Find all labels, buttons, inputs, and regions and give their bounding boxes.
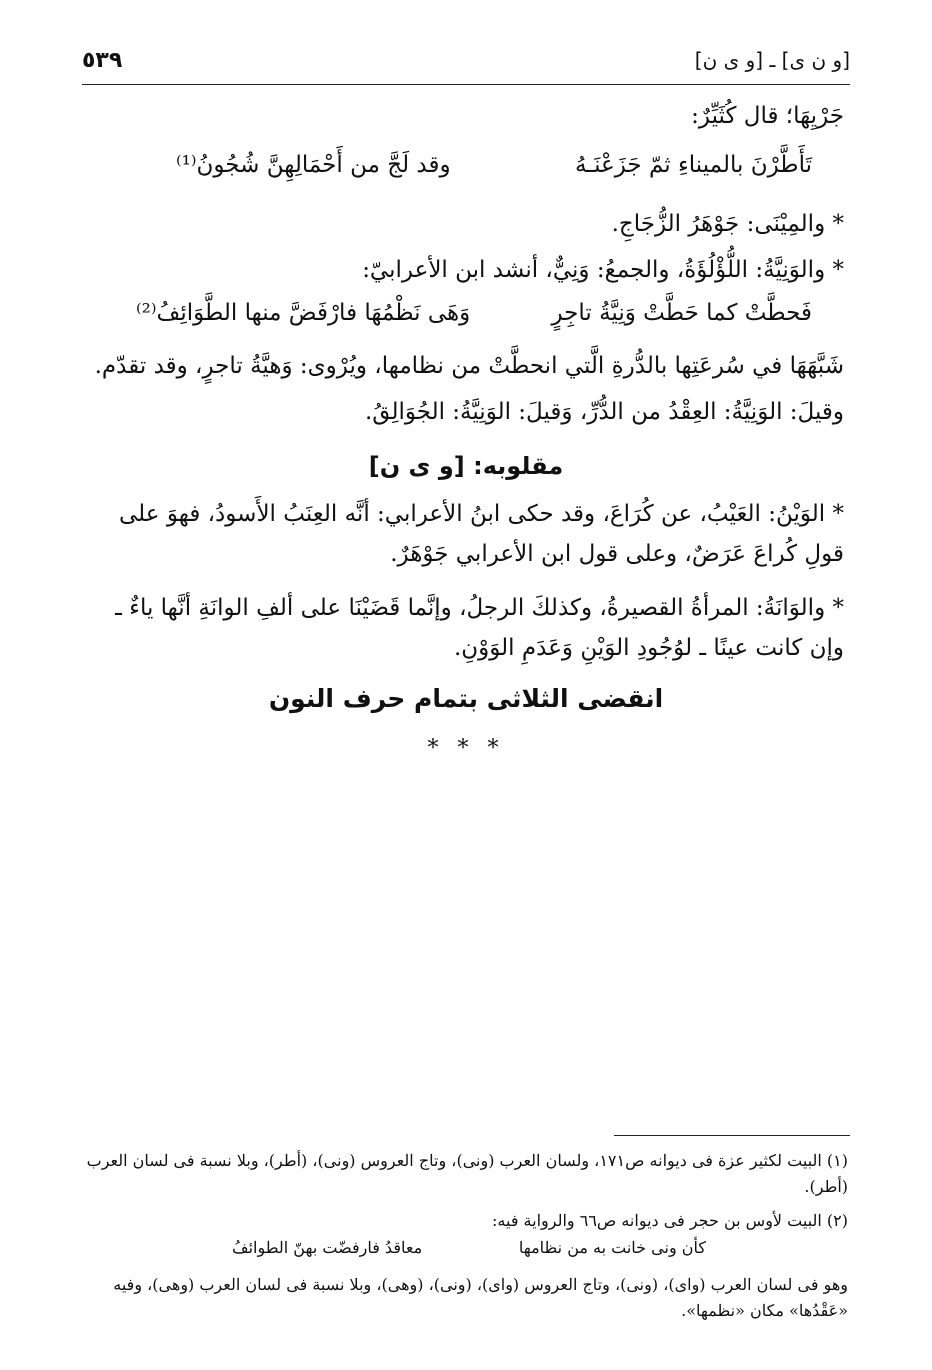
entry-wayn: * الوَيْنُ: العَيْبُ، عن كُرَاعَ، وقد حكى ابنُ الأعرابي: أنَّه العِنَبُ الأَسودُ، فهوَ على قولِ كُراعَ عَرَضٌ، وعلى قول ابن الأعرابي جَوْهَرٌ. (119, 501, 844, 568)
page-number: ٥٣٩ (82, 48, 123, 73)
closing-heading: انقضى الثلاثى بتمام حرف النون (268, 684, 664, 713)
section-end-stars: * * * (427, 736, 505, 761)
page-header (82, 48, 850, 74)
footnote-2: (٢) البيت لأوس بن حجر فى ديوانه ص٦٦ والرواية فيه: (492, 1211, 848, 1230)
entry-waniyya: * والوَنِيَّةُ: اللُّؤْلُؤَةُ، والجمعُ: وَنِيٌّ، أنشد ابن الأعرابيّ: (362, 257, 844, 283)
footnote-1: (١) البيت لكثير عزة فى ديوانه ص١٧١، ولسان العرب (ونى)، وتاج العروس (ونى)، (أطر)، وبلا نسبة فى لسان العرب (أطر). (86, 1151, 848, 1196)
paragraph-shabbaha: شَبَّهَهَا في سُرعَتِها بالدُّرةِ الَّتي انحطَّتْ من نظامها، ويُرْوى: وَهيَّةُ تاجرٍ، وقد تقدّم. (94, 353, 844, 379)
footnote-2-verse-left: معاقدُ فارفضّت بهنّ الطوائفُ (232, 1238, 423, 1257)
footnote-2-verse-right: كأن ونى خانت به من نظامها (518, 1238, 706, 1257)
body-line-1: جَرْيِهَا؛ قال كُثَيِّرٌ: (691, 103, 844, 129)
section-heading: مقلوبه: [و ى ن] (368, 452, 564, 480)
verse-2-left-hemistich: وَهَى نَظْمُهَا فارْفَضَّ منها الطَّوَائِفُ⁽²⁾ (136, 300, 471, 326)
verse-1-left-hemistich: وقد لَجَّ من أَحْمَالِهِنَّ شُجُونُ⁽¹⁾ (176, 152, 451, 178)
header-rule (82, 84, 850, 85)
footnote-rule (614, 1135, 850, 1136)
verse-2-right-hemistich: فَحطَّتْ كما حَطَّتْ وَنِيَّةُ تاجِرٍ (551, 300, 812, 326)
entry-mina: * والمِيْنَى: جَوْهَرُ الزُّجَاجِ. (611, 211, 844, 237)
paragraph-qila: وقيلَ: الوَنِيَّةُ: العِقْدُ من الدُّرِّ، وَقيلَ: الوَنِيَّةُ: الجُوَالِقُ. (364, 399, 844, 425)
verse-1-right-hemistich: تَأَطَّرْنَ بالميناءِ ثمّ جَزَعْنَـهُ (575, 152, 812, 178)
running-head: [و ن ى] ـ [و ى ن] (694, 48, 850, 72)
entry-waana: * والوَانَةُ: المرأةُ القصيرةُ، وكذلكَ الرجلُ، وإنَّما قَضَيْنَا على ألفِ الوانَةِ أنَّها ياءٌ ـ وإن كانت عينًا ـ لوُجُودِ الوَيْنِ وَعَدَمِ الوَوْنِ. (115, 595, 844, 662)
footnote-2-continuation: وهو فى لسان العرب (واى)، (ونى)، وتاج العروس (واى)، (ونى)، (وهى)، وبلا نسبة فى لسان العرب (وهى)، وفيه «عَقْدُها» مكان «نظمها». (113, 1275, 848, 1320)
